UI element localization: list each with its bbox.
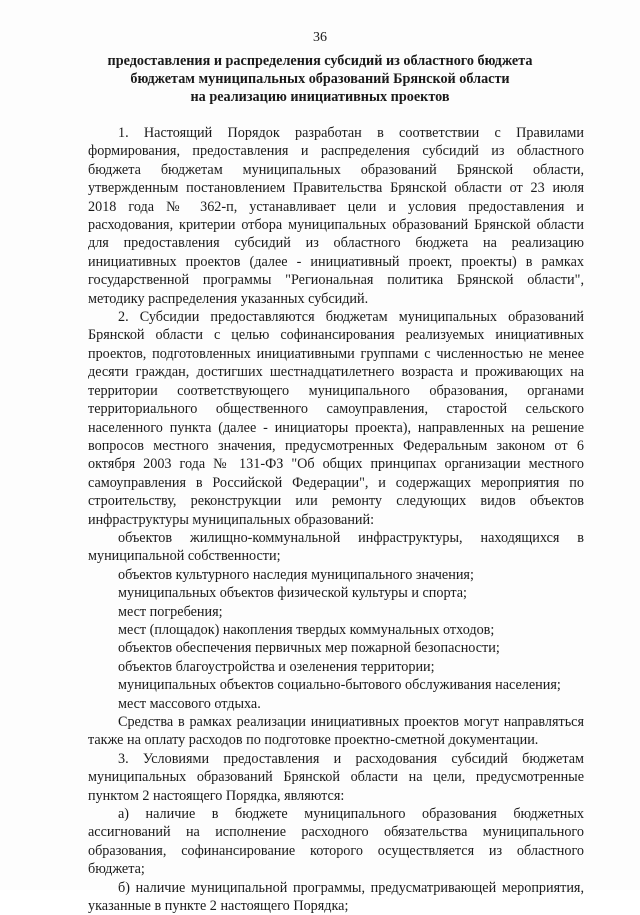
object-list [88,529,584,713]
paragraph-2-funding: Средства в рамках реализации инициативных проектов могут направляться также на оплату расходов по подготовке проектно-сметной документации. [88,714,584,749]
list-item: муниципальных объектов социально-бытового обслуживания населения; [118,677,561,694]
document-body [88,124,584,915]
title-line: на реализацию инициативных проектов [190,89,450,105]
paragraph-1: 1. Настоящий Порядок разработан в соответствии с Правилами формирования, предоставления и распределения субсидий из областного бюджета бюджетам муниципальных образований Брянской области, утвержденным постановлением Правительства Брянской области от 23 июля 2018 года № 362-п, устанавливает цели и условия предоставления и расходования, критерии отбора муниципальных образований Брянской области для предоставления субсидий из областного бюджета на реализацию инициативных проектов (далее - инициативный проект, проекты) в рамках государственной программы "Региональная политика Брянской области", методику распределения указанных субсидий. [88,125,584,307]
page-number: 36 [313,30,327,45]
paragraph-3-b: б) наличие муниципальной программы, предусматривающей мероприятия, указанные в пункте 2 настоящего Порядка; [88,879,584,915]
list-item: мест погребения; [118,603,223,620]
list-item: объектов жилищно-коммунальной инфраструктуры, находящихся в муниципальной собственности; [88,529,584,565]
title-line: бюджетам муниципальных образований Брянской области [130,71,510,87]
list-item: мест массового отдыха. [118,695,261,712]
list-item: объектов обеспечения первичных мер пожарной безопасности; [118,640,500,657]
paragraph-2: 2. Субсидии предоставляются бюджетам муниципальных образований Брянской области с целью софинансирования реализуемых инициативных проектов, подготовленных инициативными группами с численностью не менее десяти граждан, достигших шестнадцатилетнего возраста и проживающих на территории соответствующего муниципального образования, органами территориального общественного самоуправления, старостой сельского населенного пункта (далее - инициаторы проекта), направленных на решение вопросов местного значения, предусмотренных Федеральным законом от 6 октября 2003 года № 131-ФЗ "Об общих принципах организации местного самоуправления в Российской Федерации", и содержащих мероприятия по строительству, реконструкции или ремонту следующих видов объектов инфраструктуры муниципальных образований: [88,309,584,528]
list-item: объектов культурного наследия муниципального значения; [118,566,474,583]
title-line: предоставления и распределения субсидий из областного бюджета [107,53,533,69]
list-item: объектов благоустройства и озеленения территории; [118,658,435,675]
paragraph-3-a: а) наличие в бюджете муниципального образования бюджетных ассигнований на исполнение расходного обязательства муниципального образования, софинансирование которого осуществляется из областного бюджета; [88,806,584,878]
list-item: мест (площадок) накопления твердых коммунальных отходов; [118,621,495,638]
list-item: муниципальных объектов физической культуры и спорта; [118,585,467,602]
document-title [60,52,580,106]
paragraph-3: 3. Условиями предоставления и расходования субсидий бюджетам муниципальных образований Брянской области на цели, предусмотренные пунктом 2 настоящего Порядка, являются: [88,750,584,804]
